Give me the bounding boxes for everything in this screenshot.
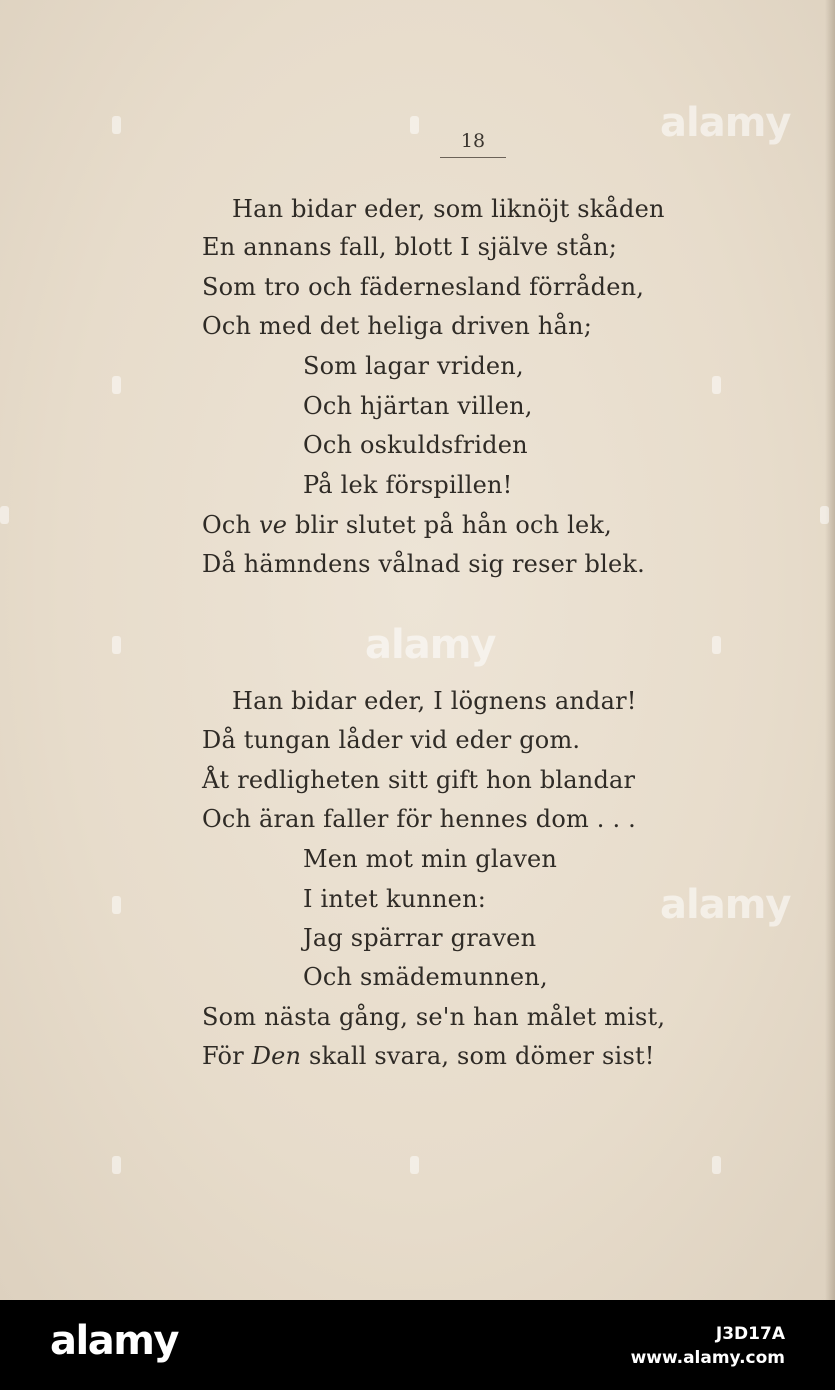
watermark-dot — [0, 506, 9, 524]
poem-line — [202, 510, 612, 540]
poem-line: Och äran faller för hennes dom . . . — [202, 805, 636, 833]
watermark: alamy — [365, 622, 496, 668]
poem-line: En annans fall, blott I själve stån; — [202, 233, 618, 261]
image-id: J3D17A — [715, 1324, 785, 1344]
watermark-dot — [410, 116, 419, 134]
watermark: alamy — [660, 100, 791, 146]
poem-line: Som tro och fädernesland förråden, — [202, 273, 645, 301]
watermark-dot — [820, 506, 829, 524]
poem-line: Då hämndens vålnad sig reser blek. — [202, 550, 645, 578]
watermark-dot — [712, 636, 721, 654]
alamy-logo: alamy — [50, 1318, 178, 1364]
page-number-rule — [440, 157, 506, 158]
poem-line: Som nästa gång, se'n han målet mist, — [202, 1003, 666, 1031]
poem-line: I intet kunnen: — [303, 885, 487, 913]
poem-italic-word: ve — [259, 511, 288, 539]
poem-line: Han bidar eder, som liknöjt skåden — [232, 195, 665, 223]
poem-line-part: Och — [202, 511, 260, 539]
watermark: alamy — [660, 882, 791, 928]
poem-italic-word: Den — [251, 1042, 302, 1070]
watermark-dot — [112, 376, 121, 394]
site-url: www.alamy.com — [630, 1348, 785, 1368]
poem-line: Då tungan låder vid eder gom. — [202, 726, 581, 754]
poem-line: Som lagar vriden, — [303, 352, 524, 380]
poem-line: Åt redligheten sitt gift hon blandar — [202, 766, 636, 794]
poem-line: Och smädemunnen, — [303, 963, 548, 991]
watermark-dot — [112, 896, 121, 914]
poem-line: På lek förspillen! — [303, 471, 513, 499]
watermark-dot — [410, 1156, 419, 1174]
page-spine-shadow — [825, 0, 835, 1300]
watermark-dot — [112, 636, 121, 654]
poem-line: Jag spärrar graven — [303, 924, 537, 952]
poem-line-part: För — [202, 1042, 252, 1070]
image-info — [631, 1322, 785, 1370]
poem-line — [202, 1041, 655, 1071]
poem-line: Men mot min glaven — [303, 845, 558, 873]
poem-line-part: skall svara, som dömer sist! — [301, 1042, 655, 1070]
watermark-dot — [112, 116, 121, 134]
page-number: 18 — [460, 130, 486, 152]
watermark-dot — [112, 1156, 121, 1174]
poem-line-part: blir slutet på hån och lek, — [287, 511, 612, 539]
poem-line: Och med det heliga driven hån; — [202, 312, 592, 340]
poem-line: Och oskuldsfriden — [303, 431, 528, 459]
stock-footer-bar — [0, 1300, 835, 1390]
poem-line: Han bidar eder, I lögnens andar! — [232, 687, 637, 715]
watermark-dot — [712, 376, 721, 394]
poem-line: Och hjärtan villen, — [303, 392, 533, 420]
watermark-dot — [712, 1156, 721, 1174]
